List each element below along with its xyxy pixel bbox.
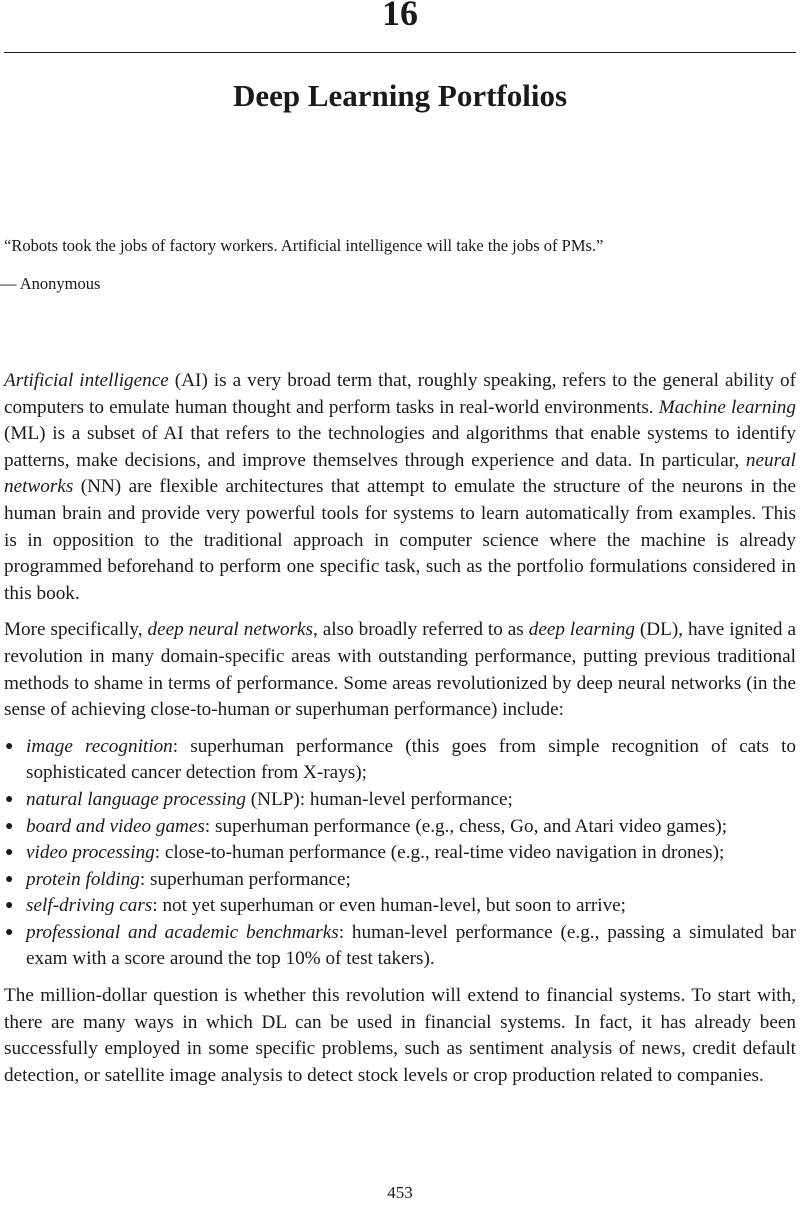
paragraph-text: , also broadly referred to as [313, 619, 529, 641]
bullet-icon: ● [5, 818, 14, 834]
epigraph-attribution: — Anonymous [0, 274, 101, 293]
list-item-term: professional and academic benchmarks [26, 921, 339, 943]
list-item [4, 814, 796, 841]
paragraph-intro [4, 368, 796, 607]
list-item-term: board and video games [26, 815, 205, 837]
bullet-icon: ● [5, 791, 14, 807]
paragraph-deep-learning [4, 617, 796, 723]
epigraph-quote: “Robots took the jobs of factory workers. Artificial intelligence will take the jobs of PMs.” [4, 236, 604, 255]
list-item-term: image recognition [26, 735, 173, 757]
chapter-title: Deep Learning Portfolios [232, 78, 568, 113]
bullet-icon: ● [5, 871, 14, 887]
term-nn: neural networks [4, 449, 796, 498]
bullet-icon: ● [5, 738, 14, 754]
list-item-text: : not yet superhuman or even human-level, but soon to arrive; [152, 895, 627, 917]
list-item-term: protein folding [26, 868, 140, 890]
paragraph-text: (AI) is a very broad term that, roughly speaking, refers to the general ability of computers to emulate human thought and perform tasks in real-world environments. [4, 370, 796, 418]
paragraph-financial: The million-dollar question is whether this revolution will extend to financial systems. To start with, there are many ways in which DL can be used in financial systems. In fact, it has already been successfully employed in some specific problems, such as sentiment analysis of news, credit default detection, or satellite image analysis to detect stock levels or crop production related to companies. [4, 985, 796, 1086]
header-rule [4, 52, 796, 53]
areas-list [4, 734, 796, 973]
list-item-term: natural language processing [26, 788, 246, 810]
list-item-text: : human-level performance (e.g., passing a simulated bar exam with a score around the top 10% of test takers). [26, 921, 796, 970]
list-item-term: video processing [26, 842, 155, 864]
chapter-number: 16 [382, 0, 418, 33]
list-item-text: (NLP): human-level performance; [245, 788, 513, 810]
bullet-icon: ● [5, 924, 14, 940]
list-item [4, 920, 796, 973]
paragraph-text: More specifically, [4, 619, 148, 641]
list-item-text: : superhuman performance (this goes from simple recognition of cats to sophisticated cancer detection from X-rays); [26, 735, 797, 784]
list-item [4, 893, 796, 920]
list-item-term: self-driving cars [26, 895, 153, 917]
term-dl: deep learning [528, 619, 635, 641]
list-item [4, 867, 796, 894]
list-item [4, 840, 796, 867]
paragraph-text: (NN) are flexible architectures that attempt to emulate the structure of the neurons in the human brain and provide very powerful tools for systems to learn automatically from examples. This is in opposition to the traditional approach in computer science where the machine is already programmed beforehand to perform one specific task, such as the portfolio formulations considered in this book. [4, 476, 796, 604]
paragraph-text: (ML) is a subset of AI that refers to the technologies and algorithms that enable systems to identify patterns, make decisions, and improve themselves through experience and data. In particular, [4, 423, 796, 471]
page-number: 453 [387, 1183, 413, 1202]
list-item [4, 787, 796, 814]
list-item-text: : close-to-human performance (e.g., real-time video navigation in drones); [154, 842, 725, 864]
list-item-text: : superhuman performance (e.g., chess, Go, and Atari video games); [204, 815, 728, 837]
term-ml: Machine learning [658, 396, 796, 418]
term-ai: Artificial intelligence [4, 370, 169, 391]
bullet-icon: ● [5, 898, 14, 914]
body-text [4, 368, 796, 1099]
term-dnn: deep neural networks [147, 619, 314, 641]
bullet-icon: ● [5, 845, 14, 861]
paragraph-text: (DL), have ignited a revolution in many domain-specific areas with outstanding performance, putting previous traditional methods to shame in terms of performance. Some areas revolutionized by deep neural networks (in the sense of achieving close-to-human or superhuman performance) include: [4, 619, 796, 721]
list-item [4, 734, 796, 787]
list-item-text: : superhuman performance; [139, 868, 351, 890]
